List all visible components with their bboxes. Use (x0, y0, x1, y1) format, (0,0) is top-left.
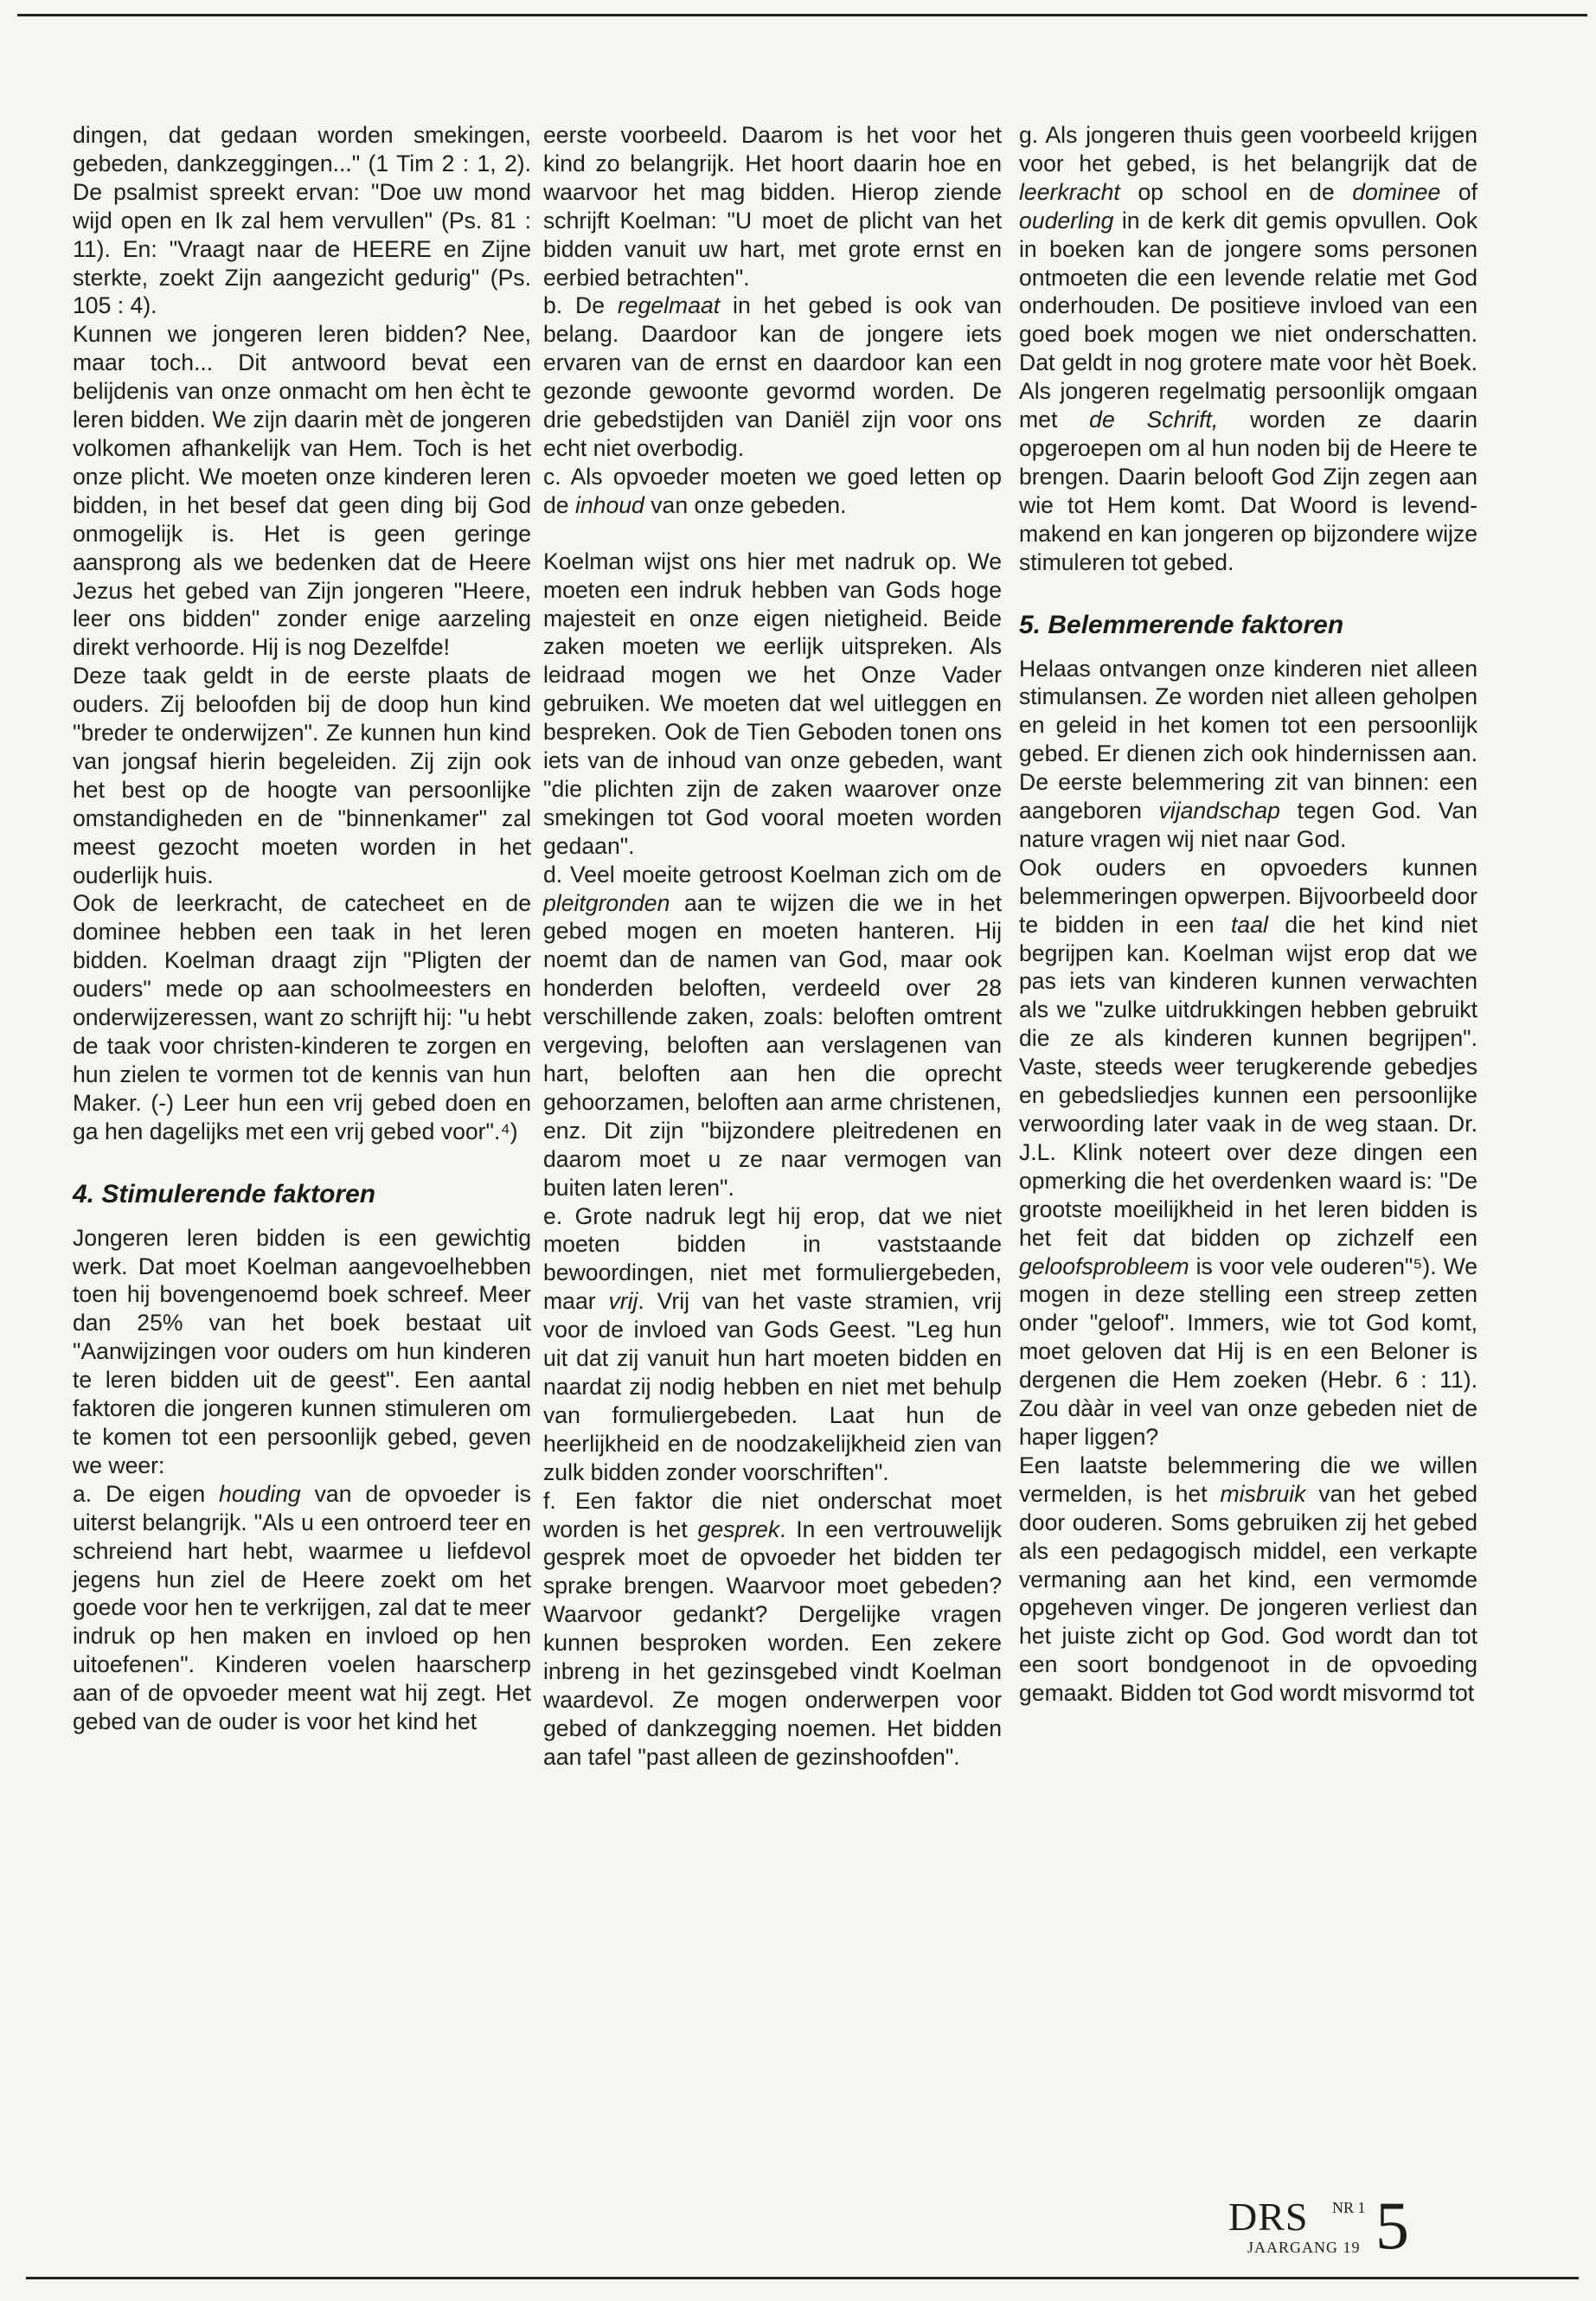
section-heading-4: 4. Stimulerende faktoren (73, 1179, 376, 1208)
paragraph: Een laatste belemmering die we willen vermelden, is het misbruik van het gebed door ouderen. Soms gebruiken zij het gebed als een pedagogisch middel, een verkapte vermaning aan het kind, een vermomde opgeheven vinger. De jongeren verliest dan het juiste zicht op God. God wordt dan tot een soort bondgenoot in de opvoeding gemaakt. Bidden tot God wordt misvormd tot (1019, 1452, 1477, 1707)
paragraph: Jongeren leren bidden is een gewichtig werk. Dat moet Koelman aangevoelhebben toen hij bovengenoemd boek schreef. Meer dan 25% van het boek bestaat uit "Aanwijzingen voor ouders om hun kinderen te leren bidden uit de geest". Een aantal faktoren die jongeren kunnen stimuleren om te komen tot een persoonlijk gebed, geven we weer: (73, 1224, 531, 1478)
volume-label: JAARGANG 19 (1247, 2239, 1361, 2256)
magazine-name: DRS (1228, 2195, 1309, 2239)
paragraph: Kunnen we jongeren leren bidden? Nee, maar toch... Dit antwoord bevat een belijdenis van onze onmacht om hen ècht te leren bidden. We zijn daarin mèt de jongeren volkomen afhankelijk van Hem. Toch is het onze plicht. We moeten onze kinderen leren bidden, in het besef dat geen ding bij God onmogelijk is. Het is geen geringe aansprong als we bedenken dat de Heere Jezus het gebed van Zijn jongeren "Heere, leer ons bidden" zonder enige aarzeling direkt verhoorde. Hij is nog Dezelfde! (73, 321, 531, 661)
top-rule (17, 14, 1587, 16)
paragraph: b. De regelmaat in het gebed is ook van belang. Daardoor kan de jongere iets ervaren van de ernst en daardoor kan een gezonde gewoonte gevormd worden. De drie gebedstijden van Daniël zijn voor ons echt niet overbodig. (543, 292, 1002, 461)
column-1 (73, 121, 531, 1736)
paragraph: e. Grote nadruk legt hij erop, dat we niet moeten bidden in vaststaande bewoordingen, niet met formuliergebeden, maar vrij. Vrij van het vaste stramien, vrij voor de invloed van Gods Geest. "Leg hun uit dat zij vanuit hun hart moeten bidden en naardat zij nodig hebben en niet met behulp van formuliergebeden. Laat hun de heerlijkheid en de noodzakelijkheid zien van zulk bidden zonder voorschriften". (543, 1202, 1002, 1485)
column-2 (543, 121, 1002, 1772)
paragraph: Koelman wijst ons hier met nadruk op. We moeten een indruk hebben van Gods hoge majesteit en onze eigen nietigheid. Beide zaken moeten we eerlijk uitspreken. Als leidraad mogen we het Onze Vader gebruiken. We moeten dat wel uitleggen en bespreken. Ook de Tien Geboden tonen ons iets van de inhoud van onze gebeden, want "die plichten zijn de zaken waarover onze smekingen tot God vooral moeten worden gedaan". (543, 548, 1002, 859)
paragraph: dingen, dat gedaan worden smekingen, gebeden, dankzeggingen..." (1 Tim 2 : 1, 2). De psalmist spreekt ervan: "Doe uw mond wijd open en Ik zal hem vervullen" (Ps. 81 : 11). En: "Vraagt naar de HEERE en Zijne sterkte, zoekt Zijn aangezicht gedurig" (Ps. 105 : 4). (73, 122, 531, 319)
paragraph: g. Als jongeren thuis geen voorbeeld krijgen voor het gebed, is het belangrijk dat de leerkracht op school en de dominee of ouderling in de kerk dit gemis opvullen. Ook in boeken kan de jongere soms personen ontmoeten die een levende relatie met God onderhouden. De positieve invloed van een goed boek mogen we niet onderschatten. Dat geldt in nog grotere mate voor hèt Boek. Als jongeren regelmatig persoonlijk omgaan met de Schrift, worden ze daarin opgeroepen om al hun noden bij de Heere te brengen. Daarin belooft God Zijn zegen aan wie tot Hem komt. Dat Woord is levend-makend en kan jongeren op bijzondere wijze stimuleren tot gebed. (1019, 122, 1477, 575)
paragraph: Deze taak geldt in de eerste plaats de ouders. Zij beloofden bij de doop hun kind "breder te onderwijzen". Ze kunnen hun kind van jongsaf hierin begeleiden. Zij zijn ook het best op de hoogte van persoonlijke omstandigheden en de "binnenkamer" zal meest gezocht moeten worden in het ouderlijk huis. (73, 663, 531, 888)
page-number: 5 (1375, 2188, 1409, 2263)
page-footer (1228, 2188, 1488, 2272)
paragraph: Helaas ontvangen onze kinderen niet alleen stimulansen. Ze worden niet alleen geholpen en geleid in het komen tot een persoonlijk gebed. Er dienen zich ook hindernissen aan. De eerste belemmering zit van binnen: een aangeboren vijandschap tegen God. Van nature vragen wij niet naar God. (1019, 655, 1478, 852)
paragraph: a. De eigen houding van de opvoeder is uiterst belangrijk. "Als u een ontroerd teer en schreiend hart hebt, waarmee u liefdevol jegens hun ziel de Heere zoekt om het goede voor hen te verkrijgen, zal dat te meer indruk op hen maken en invloed op hen uitoefenen". Kinderen voelen haarscherp aan of de opvoeder meent wat hij zegt. Het gebed van de ouder is voor het kind het (73, 1480, 531, 1735)
paragraph: Ook de leerkracht, de catecheet en de dominee hebben een taak in het leren bidden. Koelman draagt zijn "Pligten der ouders" mede op aan schoolmeesters en onderwijzeressen, want zo schrijft hij: "u hebt de taak voor christen-kinderen te zorgen en hun zielen te vormen tot de kennis van hun Maker. (-) Leer hun een vrij gebed doen en ga hen dagelijks met een vrij gebed voor".⁴) (73, 890, 531, 1144)
section-heading-5: 5. Belemmerende faktoren (1019, 610, 1344, 639)
paragraph: c. Als opvoeder moeten we goed letten op de inhoud van onze gebeden. (543, 463, 1002, 518)
issue-number: NR 1 (1332, 2199, 1366, 2216)
column-3 (1019, 121, 1477, 1708)
paragraph: d. Veel moeite getroost Koelman zich om de pleitgronden aan te wijzen die we in het gebed mogen en moeten hanteren. Hij noemt dan de namen van God, maar ook honderden beloften, verdeeld over 28 verschillende zaken, zoals: beloften omtrent vergeving, beloften aan verslagenen van hart, beloften aan hen die oprecht gehoorzamen, beloften aan arme christenen, enz. Dit zijn "bijzondere pleitredenen en daarom moet u ze naar vermogen van buiten laten leren". (543, 861, 1002, 1201)
paragraph: f. Een faktor die niet onderschat moet worden is het gesprek. In een vertrouwelijk gesprek moet de opvoeder het bidden ter sprake brengen. Waarvoor moet gebeden? Waarvoor gedankt? Dergelijke vragen kunnen besproken worden. Een zekere inbreng in het gezinsgebed vindt Koelman waardevol. Ze mogen onderwerpen voor gebed of dankzegging noemen. Het bidden aan tafel "past alleen de gezinshoofden". (543, 1487, 1003, 1770)
bottom-rule (26, 2277, 1579, 2279)
paragraph: Ook ouders en opvoeders kunnen belemmeringen opwerpen. Bijvoorbeeld door te bidden in een taal die het kind niet begrijpen kan. Koelman wijst erop dat we pas iets van kinderen kunnen verwachten als we "zulke uitdrukkingen hebben gebruikt die ze als kinderen kunnen begrijpen". Vaste, steeds weer terugkerende gebedjes en gebedsliedjes kunnen een persoonlijke verwoording later vaak in de weg staan. Dr. J.L. Klink noteert over deze dingen een opmerking die het overdenken waard is: "De grootste moeilijkheid in het leren bidden is het feit dat bidden op zichzelf een geloofsprobleem is voor vele ouderen"⁵). We mogen in deze stelling een streep zetten onder "geloof". Immers, wie tot God komt, moet geloven dat Hij is en een Beloner is dergenen die Hem zoeken (Hebr. 6 : 11). Zou dààr in veel van onze gebeden niet de haper liggen? (1019, 854, 1477, 1450)
paragraph: eerste voorbeeld. Daarom is het voor het kind zo belangrijk. Het hoort daarin hoe en waarvoor het mag bidden. Hierop ziende schrijft Koelman: "U moet de plicht van het bidden vanuit uw hart, met grote ernst en eerbied betrachten". (543, 122, 1002, 291)
